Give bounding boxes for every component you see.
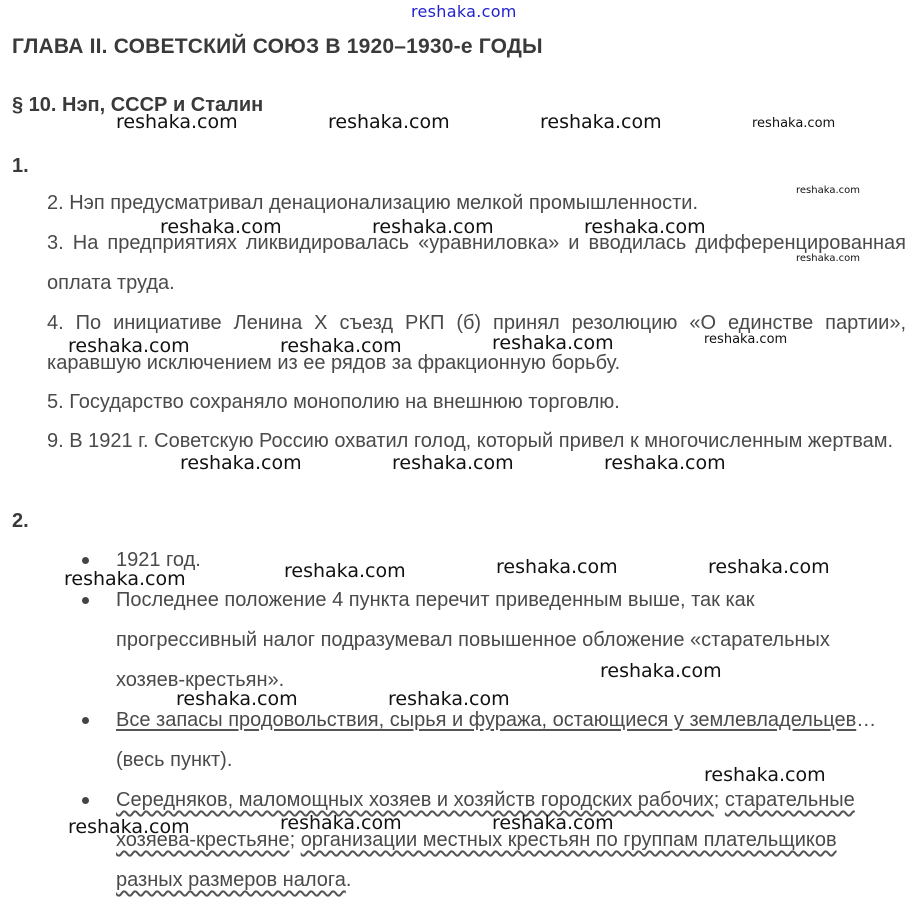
- watermark: reshaka.com: [600, 660, 722, 682]
- task-2-bullet-4-sep-2: ;: [289, 829, 301, 851]
- watermark: reshaka.com: [68, 816, 190, 838]
- watermark: reshaka.com: [392, 452, 514, 474]
- task-1-item-5: 5. Государство сохраняло монополию на внешнюю торговлю.: [47, 391, 620, 413]
- watermark: reshaka.com: [796, 253, 860, 264]
- task-2-bullet-2: [80, 580, 880, 700]
- watermark: reshaka.com: [704, 764, 826, 786]
- watermark: reshaka.com: [64, 568, 186, 590]
- task-1-number: 1.: [12, 155, 29, 177]
- watermark: reshaka.com: [796, 185, 860, 196]
- task-1-item-3: 3. На предприятиях ликвидировалась «уравниловка» и вводилась дифференцированная оплата труда.: [47, 232, 906, 294]
- watermark: reshaka.com: [708, 556, 830, 578]
- task-2-bullet-4-sep-1: ;: [713, 789, 725, 811]
- task-1-item-2: 2. Нэп предусматривал денационализацию мелкой промышленности.: [47, 192, 699, 214]
- top-watermark: reshaka.com: [411, 2, 517, 21]
- watermark: reshaka.com: [372, 216, 494, 238]
- watermark: reshaka.com: [388, 688, 510, 710]
- task-2-bullet-4-part-3: организации местных крестьян по группам плательщиков разных размеров налога: [116, 829, 837, 891]
- task-2-bullet-1-text: 1921 год.: [116, 549, 201, 571]
- watermark: reshaka.com: [540, 111, 662, 133]
- bullet-dot-icon: [82, 557, 89, 564]
- task-1-item-4: 4. По инициативе Ленина X съезд РКП (б) принял резолюцию «О единстве партии», каравшую исключением из ее рядов за фракционную борьбу.: [47, 312, 906, 374]
- watermark: reshaka.com: [492, 812, 614, 834]
- watermark: reshaka.com: [280, 335, 402, 357]
- task-2-bullet-4-part-1: Середняков, маломощных хозяев и хозяйств городских рабочих: [116, 789, 714, 811]
- watermark: reshaka.com: [180, 452, 302, 474]
- watermark: reshaka.com: [492, 332, 614, 354]
- task-2-answer-list: [80, 540, 880, 900]
- task-2-bullet-4: [80, 780, 880, 900]
- watermark: reshaka.com: [280, 812, 402, 834]
- watermark: reshaka.com: [704, 332, 788, 347]
- watermark: reshaka.com: [328, 111, 450, 133]
- task-2-number: 2.: [12, 510, 29, 532]
- bullet-dot-icon: [82, 797, 89, 804]
- bullet-dot-icon: [82, 597, 89, 604]
- task-2-bullet-3-underlined: Все запасы продовольствия, сырья и фуража, остающиеся у землевладельцев: [116, 709, 857, 731]
- bullet-dot-icon: [82, 717, 89, 724]
- task-2-bullet-2-text: Последнее положение 4 пункта перечит приведенным выше, так как прогрессивный налог подразумевал повышенное обложение «старательных хозяев-крестьян».: [116, 589, 830, 691]
- task-1-item-9: 9. В 1921 г. Советскую Россию охватил голод, который привел к многочисленным жертвам.: [47, 430, 894, 452]
- chapter-title: ГЛАВА II. СОВЕТСКИЙ СОЮЗ В 1920–1930-е ГОДЫ: [12, 35, 543, 58]
- task-2-bullet-4-end: .: [345, 869, 352, 891]
- watermark: reshaka.com: [176, 688, 298, 710]
- watermark: reshaka.com: [496, 556, 618, 578]
- task-2-bullet-4-part-2: старательные хозяева-крестьяне: [116, 789, 855, 851]
- watermark: reshaka.com: [160, 216, 282, 238]
- watermark: reshaka.com: [604, 452, 726, 474]
- watermark: reshaka.com: [116, 111, 238, 133]
- task-2-bullet-3-rest: … (весь пункт).: [116, 709, 877, 771]
- watermark: reshaka.com: [284, 560, 406, 582]
- watermark: reshaka.com: [68, 335, 190, 357]
- section-title: § 10. Нэп, СССР и Сталин: [12, 94, 264, 116]
- watermark: reshaka.com: [752, 116, 836, 131]
- watermark: reshaka.com: [584, 216, 706, 238]
